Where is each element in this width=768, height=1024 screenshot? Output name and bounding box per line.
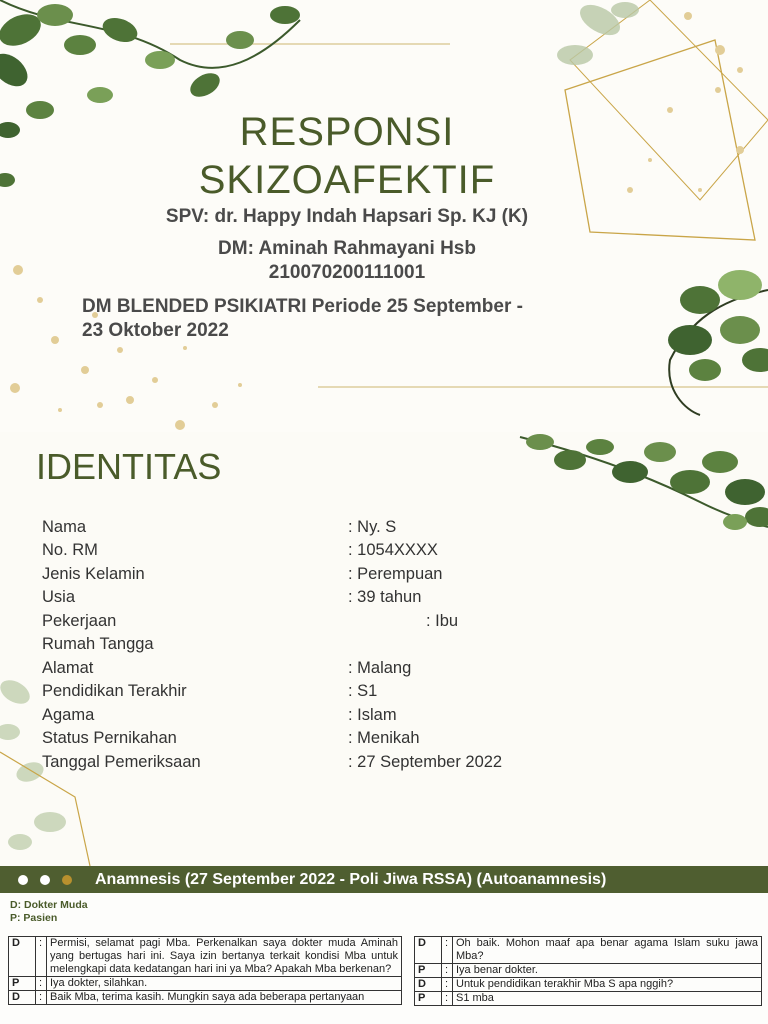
header-dot — [62, 875, 72, 885]
colon: : — [36, 977, 47, 991]
colon: : — [36, 937, 47, 977]
identity-label: Jenis Kelamin — [42, 565, 145, 583]
speaker: D — [9, 991, 36, 1005]
utterance: Permisi, selamat pagi Mba. Perkenalkan saya dokter muda Aminah yang bertugas hari ini. Saya izin bertanya terkait kondisi Mba untuk melengkapi data kedatangan hari ini ya Mba? Apakah Mba berkenan? — [47, 937, 402, 977]
header-dot — [40, 875, 50, 885]
period-line2: 23 Oktober 2022 — [82, 320, 229, 341]
speaker: P — [9, 977, 36, 991]
anamnesis-title: Anamnesis (27 September 2022 - Poli Jiwa RSSA) (Autoanamnesis) — [95, 871, 607, 888]
presenter-nim: 210070200111001 — [268, 262, 426, 283]
anamnesis-header-bar — [0, 866, 768, 893]
speaker: D — [415, 978, 442, 992]
slide-identity — [0, 432, 768, 866]
identity-value: : 39 tahun — [348, 588, 422, 606]
legend-doctor: D: Dokter Muda — [10, 899, 88, 911]
table-row — [415, 964, 762, 978]
header-dot — [18, 875, 28, 885]
identity-label: Alamat — [42, 659, 94, 677]
identity-label: Pekerjaan — [42, 612, 117, 630]
utterance: Oh baik. Mohon maaf apa benar agama Islam suku jawa Mba? — [453, 937, 762, 964]
colon: : — [442, 978, 453, 992]
identity-value: : Ny. S — [348, 518, 397, 536]
identity-value: : S1 — [348, 682, 378, 700]
utterance: Iya dokter, silahkan. — [47, 977, 402, 991]
identity-value: : Menikah — [348, 729, 420, 747]
identity-label: Nama — [42, 518, 87, 536]
legend-patient: P: Pasien — [10, 912, 58, 924]
utterance: Untuk pendidikan terakhir Mba S apa nggih? — [453, 978, 762, 992]
speaker: P — [415, 992, 442, 1006]
title-line1: RESPONSI — [239, 110, 455, 154]
identity-label: Tanggal Pemeriksaan — [42, 753, 201, 771]
speaker: D — [9, 937, 36, 977]
utterance: Iya benar dokter. — [453, 964, 762, 978]
identity-label: Rumah Tangga — [42, 635, 154, 653]
identity-value: : 27 September 2022 — [348, 753, 503, 771]
colon: : — [442, 992, 453, 1006]
identity-label: Status Pernikahan — [42, 729, 177, 747]
identity-label: Agama — [42, 706, 95, 724]
identity-label: Usia — [42, 588, 76, 606]
colon: : — [442, 937, 453, 964]
dialogue-table-left — [8, 936, 402, 1005]
table-row — [9, 977, 402, 991]
period-line1: DM BLENDED PSIKIATRI Periode 25 September - — [82, 296, 523, 317]
identity-value: : 1054XXXX — [348, 541, 438, 559]
supervisor: SPV: dr. Happy Indah Hapsari Sp. KJ (K) — [165, 206, 529, 227]
table-row — [9, 991, 402, 1005]
utterance: Baik Mba, terima kasih. Mungkin saya ada beberapa pertanyaan — [47, 991, 402, 1005]
title-line2: SKIZOAFEKTIF — [198, 158, 496, 202]
identity-value: : Perempuan — [348, 565, 443, 583]
slide-anamnesis — [0, 866, 768, 1024]
dialogue-table-right — [414, 936, 762, 1006]
identity-label: No. RM — [42, 541, 98, 559]
table-row — [415, 978, 762, 992]
table-row — [415, 937, 762, 964]
table-row — [415, 992, 762, 1006]
identity-value: : Ibu — [426, 612, 459, 630]
identity-title: IDENTITAS — [36, 446, 222, 487]
colon: : — [442, 964, 453, 978]
table-row — [9, 937, 402, 977]
speaker: P — [415, 964, 442, 978]
speaker: D — [415, 937, 442, 964]
identity-value: : Malang — [348, 659, 412, 677]
colon: : — [36, 991, 47, 1005]
slide-title — [0, 0, 768, 432]
utterance: S1 mba — [453, 992, 762, 1006]
presenter-name: DM: Aminah Rahmayani Hsb — [218, 238, 476, 259]
identity-value: : Islam — [348, 706, 397, 724]
identity-label: Pendidikan Terakhir — [42, 682, 187, 700]
